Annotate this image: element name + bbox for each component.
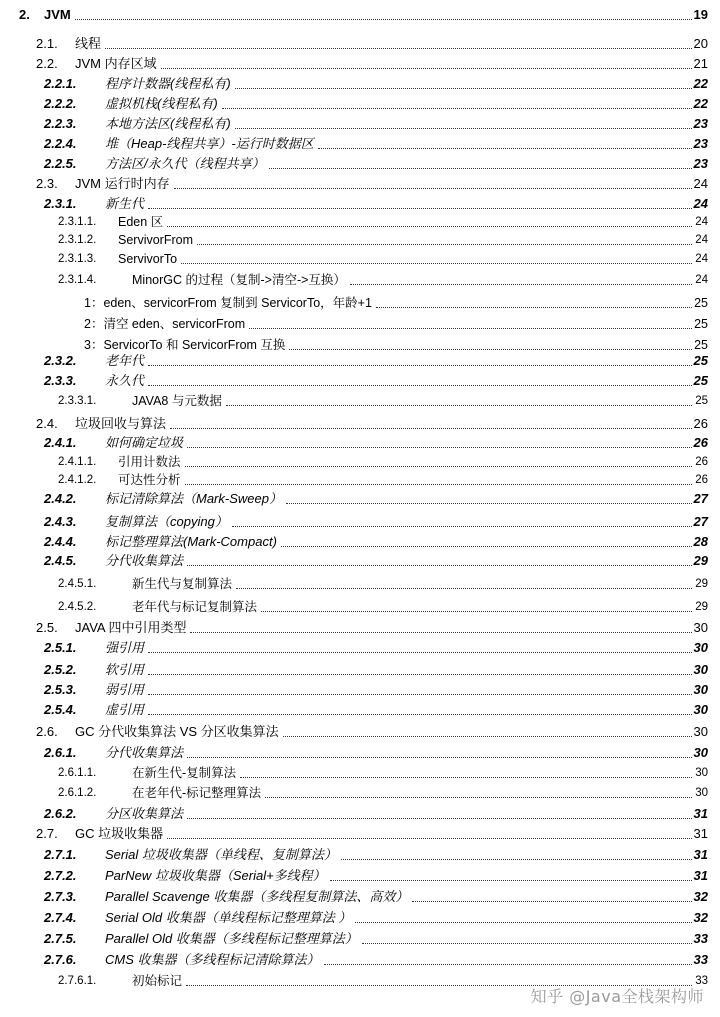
toc-number: 2.4.1.1. xyxy=(58,455,97,468)
toc-leader xyxy=(269,168,692,169)
toc-title: JVM 内存区域 xyxy=(75,56,157,71)
toc-leader xyxy=(148,385,692,386)
toc-leader xyxy=(265,797,692,798)
toc-number: 2.7.3. xyxy=(44,889,77,904)
toc-entry[interactable] xyxy=(0,53,720,73)
toc-number: 2.4.3. xyxy=(44,514,77,529)
toc-leader xyxy=(185,484,692,485)
toc-title: Serial 垃圾收集器（单线程、复制算法） xyxy=(105,847,337,862)
toc-entry[interactable] xyxy=(0,350,720,370)
toc-page: 30 xyxy=(693,682,708,697)
toc-leader xyxy=(330,880,692,881)
toc-entry[interactable] xyxy=(0,511,720,531)
toc-page: 26 xyxy=(695,473,708,486)
toc-number: 2.2.4. xyxy=(44,136,77,151)
toc-title: 分代收集算法 xyxy=(105,553,184,568)
toc-number: 2.7.2. xyxy=(44,868,77,883)
toc-title: CMS 收集器（多线程标记清除算法） xyxy=(105,952,320,967)
toc-entry[interactable] xyxy=(0,269,720,289)
toc-title: 标记整理算法(Mark-Compact) xyxy=(105,534,277,549)
toc-page: 28 xyxy=(693,534,708,549)
toc-leader xyxy=(148,652,692,653)
toc-entry[interactable] xyxy=(0,762,720,782)
toc-page: 24 xyxy=(695,273,708,286)
toc-title: 标记清除算法（Mark-Sweep） xyxy=(105,491,282,506)
toc-entry[interactable] xyxy=(0,313,720,333)
toc-title: 在新生代-复制算法 xyxy=(132,765,237,780)
toc-number: 2.7.4. xyxy=(44,910,77,925)
toc-leader xyxy=(355,922,692,923)
toc-title: 2：清空 eden、servicorFrom xyxy=(84,316,246,331)
toc-entry[interactable] xyxy=(0,193,720,213)
toc-page: 26 xyxy=(693,435,708,450)
toc-number: 2.4.5. xyxy=(44,553,77,568)
toc-leader xyxy=(187,565,692,566)
toc-title: 分区收集算法 xyxy=(105,806,184,821)
toc-page: 30 xyxy=(693,662,708,677)
toc-number: 2.3.2. xyxy=(44,353,77,368)
toc-number: 2.7.5. xyxy=(44,931,77,946)
toc-title: 虚引用 xyxy=(105,702,145,717)
toc-number: 2.3.1.4. xyxy=(58,273,97,286)
toc-title: 强引用 xyxy=(105,640,145,655)
toc-page: 31 xyxy=(693,806,708,821)
toc-leader xyxy=(362,943,692,944)
toc-title: 初始标记 xyxy=(132,973,183,988)
toc-leader xyxy=(148,714,692,715)
toc-title: 1：eden、servicorFrom 复制到 ServicorTo，年龄+1 xyxy=(84,295,372,310)
toc-title: ParNew 垃圾收集器（Serial+多线程） xyxy=(105,868,326,883)
toc-number: 2.3.3. xyxy=(44,373,77,388)
toc-entry[interactable] xyxy=(0,531,720,551)
toc-entry[interactable] xyxy=(0,413,720,433)
toc-page: 30 xyxy=(695,786,708,799)
toc-entry[interactable] xyxy=(0,550,720,570)
toc-title: GC 分代收集算法 VS 分区收集算法 xyxy=(75,724,279,739)
toc-number: 2.2.3. xyxy=(44,116,77,131)
toc-page: 24 xyxy=(695,215,708,228)
toc-number: 2.5.3. xyxy=(44,682,77,697)
toc-page: 29 xyxy=(695,577,708,590)
toc-leader xyxy=(187,757,692,758)
toc-page: 23 xyxy=(693,136,708,151)
toc-page: 27 xyxy=(693,514,708,529)
toc-leader xyxy=(350,284,692,285)
toc-number: 2.4.4. xyxy=(44,534,77,549)
toc-entry[interactable] xyxy=(0,596,720,616)
toc-number: 2.6. xyxy=(36,724,58,739)
toc-title: MinorGC 的过程（复制->清空->互换） xyxy=(132,272,346,287)
toc-leader xyxy=(187,447,692,448)
toc-entry[interactable] xyxy=(0,742,720,762)
watermark: 知乎 @Java全栈架构师 xyxy=(530,987,704,1006)
toc-title: 软引用 xyxy=(105,662,145,677)
toc-entry[interactable] xyxy=(0,173,720,193)
toc-entry[interactable] xyxy=(0,844,720,864)
toc-page: 27 xyxy=(693,491,708,506)
toc-leader xyxy=(170,428,692,429)
toc-entry[interactable] xyxy=(0,617,720,637)
toc-leader xyxy=(187,818,692,819)
toc-title: Serial Old 收集器（单线程标记整理算法 ） xyxy=(105,910,352,925)
toc-page: 25 xyxy=(694,337,708,352)
toc-entry[interactable] xyxy=(0,390,720,410)
toc-leader xyxy=(235,88,692,89)
toc-page: 25 xyxy=(695,394,708,407)
toc-entry[interactable] xyxy=(0,248,720,268)
toc-page: 29 xyxy=(695,600,708,613)
toc-title: JVM 运行时内存 xyxy=(75,176,170,191)
toc-leader xyxy=(167,838,692,839)
toc-number: 2.7. xyxy=(36,826,58,841)
toc-title: 引用计数法 xyxy=(118,454,181,469)
toc-title: 程序计数器(线程私有) xyxy=(105,76,231,91)
toc-leader xyxy=(75,19,692,20)
toc-title: 方法区/永久代（线程共享） xyxy=(105,156,265,171)
toc-number: 2.2.2. xyxy=(44,96,77,111)
toc-leader xyxy=(185,466,692,467)
toc-title: 永久代 xyxy=(105,373,145,388)
toc-leader xyxy=(190,632,692,633)
toc-page: 25 xyxy=(693,373,708,388)
toc-entry[interactable] xyxy=(0,211,720,231)
toc-entry[interactable] xyxy=(0,949,720,969)
toc-entry[interactable] xyxy=(0,469,720,489)
toc-entry[interactable] xyxy=(0,782,720,802)
toc-leader xyxy=(148,208,692,209)
toc-entry[interactable] xyxy=(0,803,720,823)
toc-page: 33 xyxy=(695,974,708,987)
toc-title: ServivorTo xyxy=(118,251,178,266)
toc-leader xyxy=(261,611,692,612)
toc-page: 22 xyxy=(693,76,708,91)
toc-title: 如何确定垃圾 xyxy=(105,435,184,450)
toc-page: 30 xyxy=(693,724,708,739)
toc-page: 24 xyxy=(693,196,708,211)
toc-entry[interactable] xyxy=(0,928,720,948)
toc-page: 23 xyxy=(693,156,708,171)
toc-title: 老年代 xyxy=(105,353,145,368)
toc-number: 2.4.2. xyxy=(44,491,77,506)
toc-number: 2.3.1.3. xyxy=(58,252,97,265)
toc-entry[interactable] xyxy=(0,679,720,699)
toc-entry[interactable] xyxy=(0,637,720,657)
toc-entry[interactable] xyxy=(0,573,720,593)
toc-leader xyxy=(240,777,692,778)
toc-leader xyxy=(232,526,692,527)
toc-title: 本地方法区(线程私有) xyxy=(105,116,231,131)
toc-leader xyxy=(412,901,692,902)
toc-number: 2.6.1.1. xyxy=(58,766,97,779)
toc-number: 2.5.4. xyxy=(44,702,77,717)
toc-title: 虚拟机栈(线程私有) xyxy=(105,96,218,111)
toc-page: 32 xyxy=(693,910,708,925)
toc-title: 线程 xyxy=(75,36,102,51)
toc-page: 31 xyxy=(693,868,708,883)
toc-page: 25 xyxy=(694,295,708,310)
toc-page: 21 xyxy=(693,56,708,71)
toc-number: 2.3. xyxy=(36,176,58,191)
toc-number: 2.5.2. xyxy=(44,662,77,677)
toc-entry[interactable] xyxy=(0,721,720,741)
toc-title: ServivorFrom xyxy=(118,232,194,247)
toc-page: 26 xyxy=(693,416,708,431)
toc-title: Parallel Scavenge 收集器（多线程复制算法、高效） xyxy=(105,889,409,904)
toc-entry[interactable] xyxy=(0,659,720,679)
toc-number: 2.4. xyxy=(36,416,58,431)
toc-leader xyxy=(281,546,692,547)
toc-title: 新生代 xyxy=(105,196,145,211)
toc-title: JAVA 四中引用类型 xyxy=(75,620,187,635)
toc-number: 2.3.3.1. xyxy=(58,394,97,407)
toc-page: 30 xyxy=(693,620,708,635)
toc-page: 26 xyxy=(695,455,708,468)
toc-page: 31 xyxy=(693,847,708,862)
toc-leader xyxy=(148,694,692,695)
toc-entry[interactable] xyxy=(0,113,720,133)
toc-number: 2.2.5. xyxy=(44,156,77,171)
toc-entry[interactable] xyxy=(0,153,720,173)
toc-page: 24 xyxy=(695,233,708,246)
toc-number: 2.4.1. xyxy=(44,435,77,450)
toc-page: 25 xyxy=(693,353,708,368)
toc-title: GC 垃圾收集器 xyxy=(75,826,164,841)
toc-title: 分代收集算法 xyxy=(105,745,184,760)
toc-page: 32 xyxy=(693,889,708,904)
toc-number: 2.6.1. xyxy=(44,745,77,760)
toc-leader xyxy=(148,674,692,675)
toc-number: 2.5.1. xyxy=(44,640,77,655)
toc-leader xyxy=(197,244,692,245)
toc-leader xyxy=(249,328,692,329)
toc-entry[interactable] xyxy=(0,432,720,452)
toc-page: 30 xyxy=(693,745,708,760)
toc-leader xyxy=(181,263,692,264)
toc-leader xyxy=(341,859,692,860)
toc-page: 25 xyxy=(694,316,708,331)
toc-leader xyxy=(167,226,692,227)
toc-entry[interactable] xyxy=(0,865,720,885)
toc-entry[interactable] xyxy=(0,33,720,53)
toc-title: 老年代与标记复制算法 xyxy=(132,599,258,614)
toc-entry[interactable] xyxy=(0,93,720,113)
toc-page: 30 xyxy=(695,766,708,779)
toc-page: 24 xyxy=(693,176,708,191)
toc-number: 2.3.1.1. xyxy=(58,215,97,228)
toc-title: JAVA8 与元数据 xyxy=(132,393,222,408)
toc-leader xyxy=(148,365,692,366)
toc-leader xyxy=(226,405,692,406)
toc-title: Eden 区 xyxy=(118,214,164,229)
toc-leader xyxy=(235,128,692,129)
toc-number: 2.2.1. xyxy=(44,76,77,91)
toc-number: 2.4.5.1. xyxy=(58,577,97,590)
toc-page: 33 xyxy=(693,952,708,967)
toc-leader xyxy=(174,188,692,189)
toc-entry[interactable] xyxy=(0,370,720,390)
toc-number: 2.4.1.2. xyxy=(58,473,97,486)
toc-title: JVM xyxy=(44,7,71,22)
toc-entry[interactable] xyxy=(0,699,720,719)
toc-entry[interactable] xyxy=(0,886,720,906)
toc-title: Parallel Old 收集器（多线程标记整理算法） xyxy=(105,931,358,946)
toc-entry[interactable] xyxy=(0,907,720,927)
toc-number: 2.6.1.2. xyxy=(58,786,97,799)
toc-leader xyxy=(318,148,692,149)
toc-page: 23 xyxy=(693,116,708,131)
toc-entry[interactable] xyxy=(0,292,720,312)
toc-leader xyxy=(324,964,692,965)
toc-leader xyxy=(222,108,692,109)
toc-number: 2.2. xyxy=(36,56,58,71)
toc-entry[interactable] xyxy=(0,73,720,93)
toc-number: 2.7.6.1. xyxy=(58,974,97,987)
toc-entry[interactable] xyxy=(0,488,720,508)
toc-title: 3：ServicorTo 和 ServicorFrom 互换 xyxy=(84,337,286,352)
toc-leader xyxy=(105,48,692,49)
toc-page: 19 xyxy=(693,7,708,22)
toc-page: 22 xyxy=(693,96,708,111)
toc-entry[interactable] xyxy=(0,229,720,249)
toc-number: 2.4.5.2. xyxy=(58,600,97,613)
toc-number: 2.7.6. xyxy=(44,952,77,967)
toc-number: 2.1. xyxy=(36,36,58,51)
toc-leader xyxy=(236,588,692,589)
toc-title: 可达性分析 xyxy=(118,472,181,487)
toc-leader xyxy=(376,307,692,308)
toc-title: 在老年代-标记整理算法 xyxy=(132,785,262,800)
toc-entry[interactable] xyxy=(0,4,720,24)
toc-number: 2.3.1.2. xyxy=(58,233,97,246)
toc-number: 2.3.1. xyxy=(44,196,77,211)
toc-number: 2.7.1. xyxy=(44,847,77,862)
toc-title: 弱引用 xyxy=(105,682,145,697)
toc-entry[interactable] xyxy=(0,133,720,153)
toc-number: 2.5. xyxy=(36,620,58,635)
toc-page: 31 xyxy=(693,826,708,841)
toc-number: 2.6.2. xyxy=(44,806,77,821)
toc-page: 33 xyxy=(693,931,708,946)
toc-leader xyxy=(286,503,692,504)
toc-leader xyxy=(283,736,692,737)
toc-entry[interactable] xyxy=(0,451,720,471)
toc-page: 29 xyxy=(693,553,708,568)
toc-title: 复制算法（copying） xyxy=(105,514,228,529)
toc-page: 24 xyxy=(695,252,708,265)
toc-number: 2. xyxy=(19,7,30,22)
toc-title: 垃圾回收与算法 xyxy=(75,416,167,431)
toc-page: 30 xyxy=(693,702,708,717)
toc-leader xyxy=(161,68,692,69)
toc-page: 20 xyxy=(693,36,708,51)
toc-title: 堆（Heap-线程共享）-运行时数据区 xyxy=(105,136,314,151)
toc-title: 新生代与复制算法 xyxy=(132,576,233,591)
toc-entry[interactable] xyxy=(0,823,720,843)
toc-page: 30 xyxy=(693,640,708,655)
